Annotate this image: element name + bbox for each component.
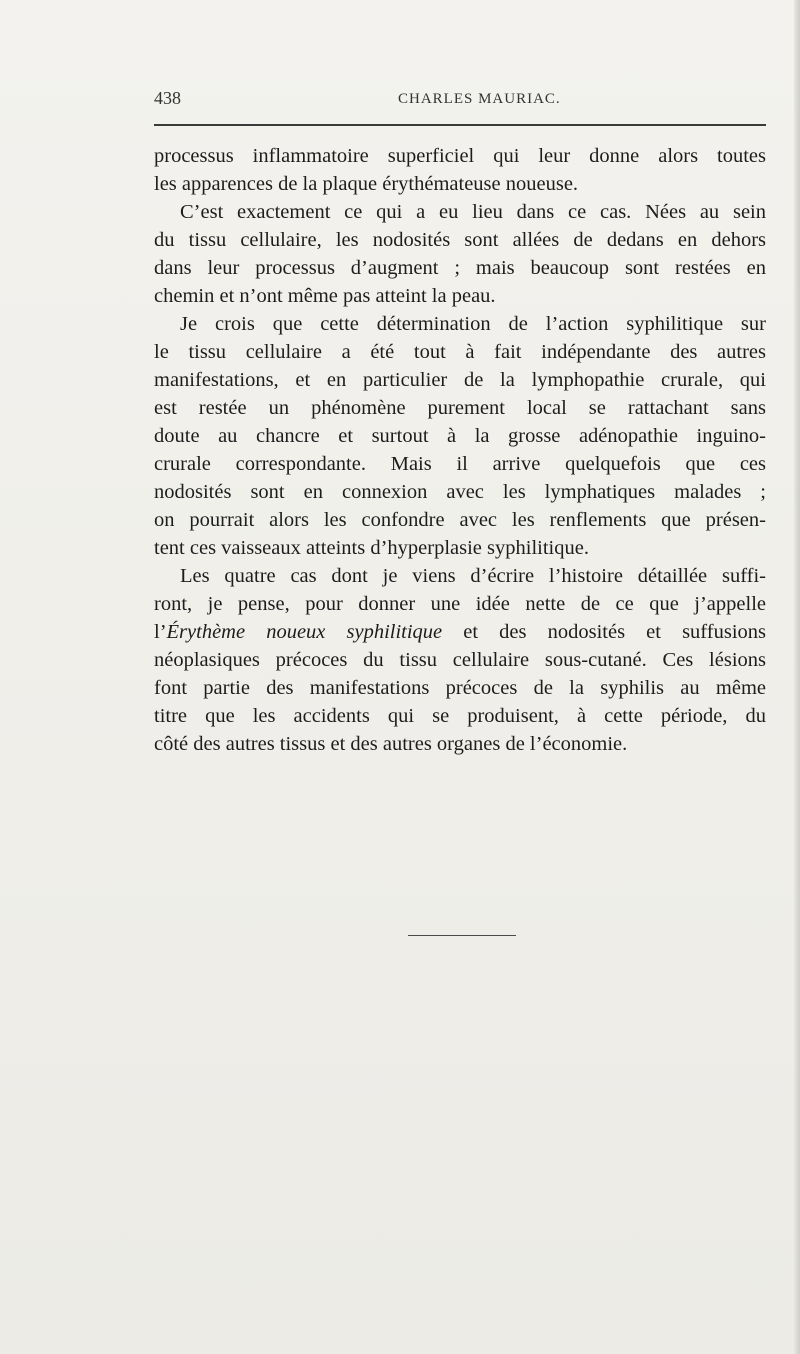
text-line: les apparences de la plaque érythémateuse noueuse. <box>154 173 579 195</box>
text-line: nodosités sont en connexion avec les lymphatiques malades ; <box>154 481 766 503</box>
text-line: manifestations, et en particulier de la lymphopathie crurale, qui <box>154 369 766 391</box>
text-line: ront, je pense, pour donner une idée nette de ce que j’appelle <box>154 593 766 615</box>
text-line: titre que les accidents qui se produisent, à cette période, du <box>154 705 766 727</box>
text-line: doute au chancre et surtout à la grosse adénopathie inguino- <box>154 425 766 447</box>
text-line: Je crois que cette détermination de l’action syphilitique sur <box>180 313 766 335</box>
text-line: du tissu cellulaire, les nodosités sont allées de dedans en dehors <box>154 229 766 251</box>
page-edge-shadow <box>794 0 800 1354</box>
text-line: néoplasiques précoces du tissu cellulaire sous-cutané. Ces lésions <box>154 649 766 671</box>
text-line: C’est exactement ce qui a eu lieu dans ce cas. Nées au sein <box>180 201 766 223</box>
text-line: tent ces vaisseaux atteints d’hyperplasie syphilitique. <box>154 537 589 559</box>
page-header <box>154 88 766 118</box>
text-line: chemin et n’ont même pas atteint la peau. <box>154 285 496 307</box>
text-line: crurale correspondante. Mais il arrive quelquefois que ces <box>154 453 766 475</box>
body-text <box>154 142 766 762</box>
text-line: l’Érythème noueux syphilitique et des nodosités et suffusions <box>154 621 766 643</box>
page-number: 438 <box>154 88 181 108</box>
text-line: on pourrait alors les confondre avec les renflements que présen- <box>154 509 766 531</box>
text-line: dans leur processus d’augment ; mais beaucoup sont restées en <box>154 257 766 279</box>
text-line: le tissu cellulaire a été tout à fait indépendante des autres <box>154 341 766 363</box>
running-head: CHARLES MAURIAC. <box>398 91 561 107</box>
text-line: côté des autres tissus et des autres organes de l’économie. <box>154 733 628 755</box>
text-line: font partie des manifestations précoces de la syphilis au même <box>154 677 766 699</box>
text-line: est restée un phénomène purement local se rattachant sans <box>154 397 766 419</box>
text-line: processus inflammatoire superficiel qui leur donne alors toutes <box>154 145 766 167</box>
header-rule <box>154 124 766 126</box>
text-line: Les quatre cas dont je viens d’écrire l’histoire détaillée suffi- <box>180 565 766 587</box>
italic-title: Érythème noueux syphilitique <box>166 621 443 643</box>
section-end-rule <box>408 935 516 936</box>
